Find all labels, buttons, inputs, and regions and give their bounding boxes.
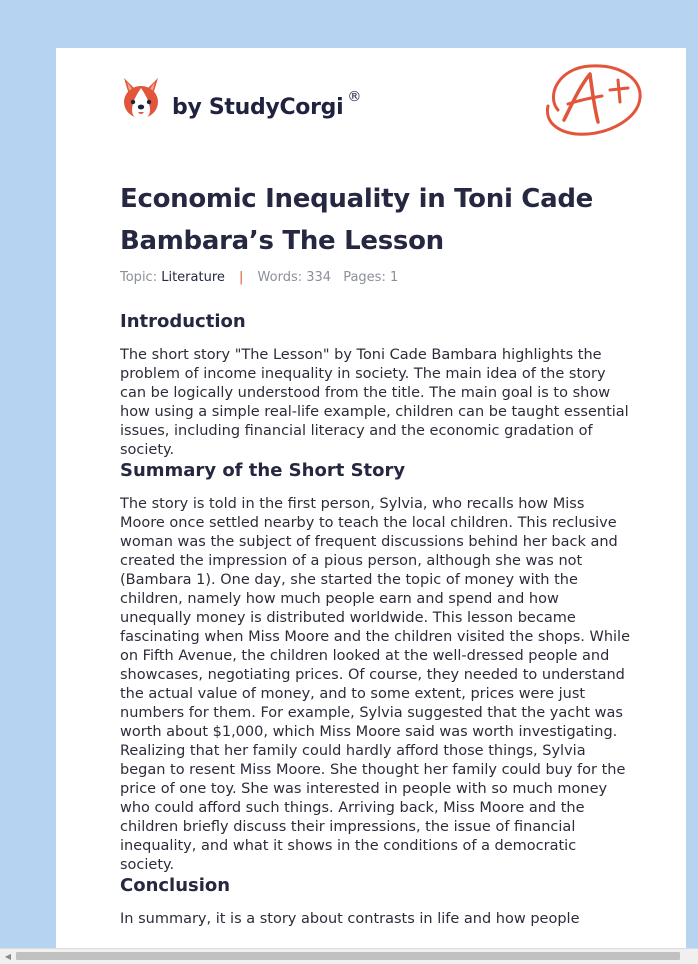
- article-meta: [120, 270, 630, 285]
- document-page: [56, 48, 686, 948]
- scrollbar-thumb[interactable]: [16, 952, 680, 960]
- registered-mark: ®: [347, 89, 362, 105]
- article-title: Economic Inequality in Toni Cade Bambara’s The Lesson: [120, 184, 593, 256]
- section-heading-summary: Summary of the Short Story: [120, 460, 406, 481]
- horizontal-scrollbar[interactable]: [0, 948, 698, 964]
- section-body-introduction: The short story "The Lesson" by Toni Cade Bambara highlights the problem of income inequality in society. The main idea of the story can be logically understood from the title. The main goal is to show how using a simple real-life example, children can be taught essential issues, including financial literacy and the economic gradation of society.: [120, 347, 629, 458]
- brand-header[interactable]: [120, 76, 361, 122]
- topic-link[interactable]: Literature: [161, 270, 225, 285]
- brand-name: by StudyCorgi: [172, 94, 344, 120]
- corgi-logo-icon: [120, 76, 162, 122]
- section-heading-conclusion: Conclusion: [120, 875, 231, 896]
- word-count: Words: 334: [257, 270, 332, 285]
- section-body-summary: The story is told in the first person, Sylvia, who recalls how Miss Moore once settled nearby to teach the local children. This reclusive woman was the subject of frequent discussions behind her back and created the impression of a pious person, although she was not (Bambara 1). One day, she started the topic of money with the children, namely how much people earn and spend and how unequally money is distributed worldwide. This lesson became fascinating when Miss Moore and the children visited the shops. While on Fifth Avenue, the children looked at the well-dressed people and showcases, negotiating prices. Of course, they needed to understand the actual value of money, and to some extent, prices were just numbers for them. For example, Sylvia suggested that the yacht was worth about $1,000, which Miss Moore said was worth investigating. Realizing that her family could hardly afford those things, Sylvia began to resent Miss Moore. She thought her family could buy for the price of one toy. She was interested in people with so much money who could afford such things. Arriving back, Miss Moore and the children briefly discuss their impressions, the issue of financial inequality, and what it shows in the conditions of a democratic society.: [120, 496, 630, 873]
- section-body-conclusion: In summary, it is a story about contrasts in life and how people: [120, 911, 580, 927]
- article: [120, 178, 630, 929]
- section-heading-introduction: Introduction: [120, 311, 246, 332]
- a-plus-grade-icon: [538, 60, 648, 140]
- scroll-left-arrow-icon[interactable]: ◀: [4, 952, 12, 961]
- meta-separator: |: [239, 270, 244, 285]
- topic-label: Topic:: [120, 270, 158, 285]
- page-count: Pages: 1: [343, 270, 399, 285]
